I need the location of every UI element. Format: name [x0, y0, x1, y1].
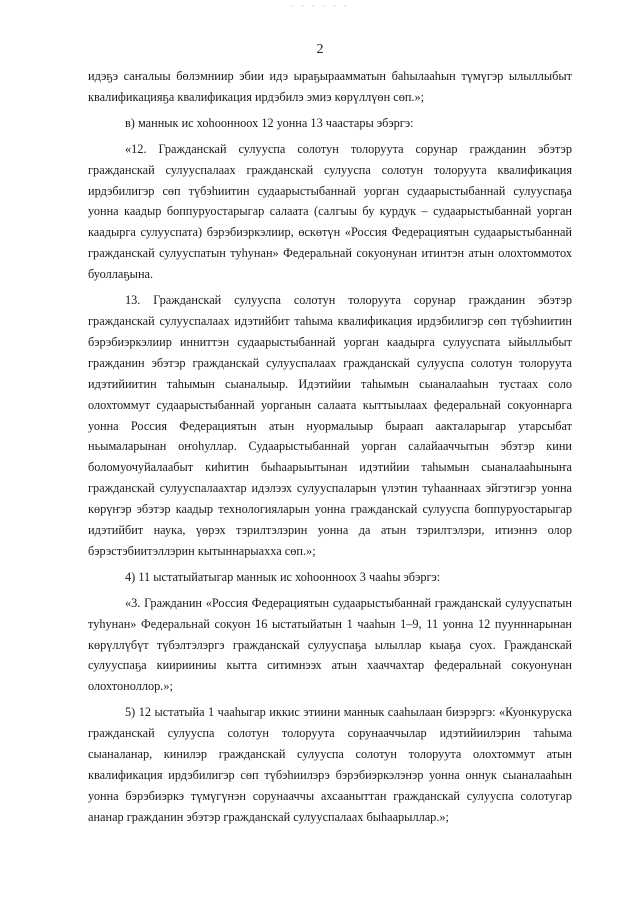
- paragraph-item-5: 5) 12 ыстатыйа 1 чааһыгар иккис этиини маннык сааһылаан биэрэргэ: «Куонкурускa гражданскай сулууспа солотун толоруута сорунааччылар идэтийиилэрин таһыма сыаналанар, кинилэр гражданскай сулууспа солотун толоруута олохтоммут атын квалификация ирдэбилигэр сөп түбэһиилэрэ бэрэбиэркэлэнэр уонна оннук сыаналааһын уонна бэрэбиэркэ түмүгүнэн сорунааччы ахсааныттан гражданскай сулууспа солотугар ананар гражданин эбэтэр гражданскай сулууспалаах быһаарыллар.»;: [88, 705, 572, 824]
- paragraph-part-3: «3. Гражданин «Россия Федерациятын судаарыстыбаннай гражданскай сулууспатын туһунан» Федеральнай сокуон 16 ыстатыйатын 1 чааһын 1–9, 11 уонна 12 пуунннарынан көрүллүбүт түбэлтэлэргэ гражданскай сулууспаҕа ылыллар кыаҕа суох. Гражданскай сулууспаҕа киирииниы кытта ситимнээх атын хааччахтар федеральнай сокуонунан олохтоноллор.»;: [88, 595, 572, 694]
- paragraph-clause-v: в) маннык ис хоһоонноох 12 уонна 13 чаастары эбэргэ:: [125, 115, 414, 130]
- document-body: [88, 66, 572, 828]
- header-dots: · · · · · ·: [290, 2, 350, 11]
- paragraph-continuation: идэҕэ саҥалыы бөлэмниир эбии идэ ыраҕыраамматын баһылааһын түмүгэр ылыллыбыт квалификацияҕа квалификация ирдэбилэ эмиэ көрүллүөн сөп.»;: [88, 69, 572, 104]
- paragraph-item-4: 4) 11 ыстатыйатыгар маннык ис хоһоонноох 3 чааһы эбэргэ:: [125, 569, 441, 584]
- page-number: 2: [316, 42, 324, 57]
- paragraph-part-12: «12. Гражданскай сулууспа солотун толоруута сорунар гражданин эбэтэр гражданскай сулууспалаах гражданскай сулууспа солотун толоруута квалификация ирдэбилигэр сөп түбэһиитин судаарыстыбаннай уорган судаарыстыбаннай сулууспаҕа уонна каадыр боппуруостарыгар салаата (салгыы бу курдук – судаарыстыбаннай уорган каадырга сулууспата) бэрэбиэркэлиир, өскөтүн «Россия Федерациятын судаарыстыбаннай гражданскай сулууспатын туһунан» Федеральнай сокуонунан итинтэн атын олохтоммотох буоллаҕына.: [88, 141, 572, 282]
- paragraph-part-13: 13. Гражданскай сулууспа солотун толоруута сорунар гражданин эбэтэр гражданскай сулууспалаах идэтийбит таһыма квалификация ирдэбилигэр сөп түбэһиитин бэрэбиэркэлиир инниттэн судаарыстыбаннай уорган каадырга сулууспата ыйыллыбыт гражданин эбэтэр гражданскай сулууспалаах гражданскай сулууспа солотун толоруута идэтийиитин таһымын сыаналыыр. Идэтийии таһымын сыаналааһын тустаах соло олохтоммут судаарыстыбаннай уорганын салаата кыттыылаах федеральнай сокуоннарга уонна Россия Федерациятын атын нуормалыыр быраап аакталарыгар утарсыбат ньымаларынан оҥоһуллар. Судаарыстыбаннай уорган салайааччытын эбэтэр кини боломуочуйалаабыт киһитин быһаарыытынан идэтийии таһымын сыаналааһыныҥа гражданскай сулууспалаахтар идэлээх сулууспаларын үлэтин туһааннаах эйгэтигэр уонна көрүҥэр эбэтэр каадыр технологияларын уонна гражданскай сулууспа боппуруостарыгар идэтийбит наука, үөрэх тэрилтэлэрин уонна да атын тэрилтэлэри, итиэннэ олор бэрэстэбиитэллэрин кытыннарыахха сөп.»;: [88, 293, 572, 558]
